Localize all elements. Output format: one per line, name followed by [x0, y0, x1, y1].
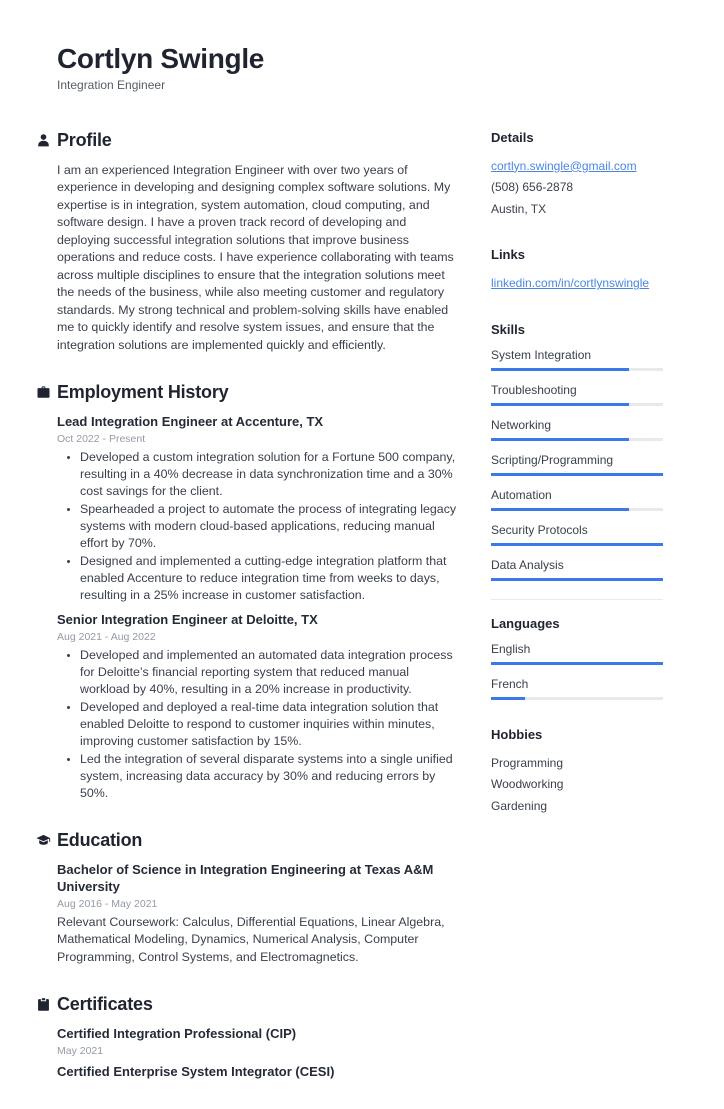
certificate-entry: [57, 1064, 460, 1081]
education-section: [36, 830, 460, 966]
skill-bar: [491, 508, 663, 511]
skill-item: Scripting/Programming: [491, 453, 663, 476]
skill-bar: [491, 473, 663, 476]
skill-bar: [491, 438, 663, 441]
job-bullet: • Spearheaded a project to automate the process of integrating legacy systems with modern cloud-based applications, reducing manual effort by 70%.: [80, 501, 460, 552]
certificate-title: Certified Integration Professional (CIP): [57, 1026, 297, 1042]
profile-section: [36, 130, 460, 355]
language-bar: [491, 662, 663, 665]
language-bar-fill: [491, 662, 663, 665]
section-heading-certificates: Certificates: [57, 994, 153, 1015]
skill-item: Security Protocols: [491, 523, 663, 546]
education-description: Relevant Coursework: Calculus, Differential Equations, Linear Algebra, Mathematical Modeling, Dynamics, Numerical Analysis, Computer Programming, Control Systems, and Electromagnetics.: [57, 914, 445, 964]
job-bullet: • Developed and implemented an automated data integration process for Deloitte’s financial reporting system that reduced manual workload by 40%, resulting in a 20% increase in productivity.: [80, 647, 460, 698]
certificate-title: Certified Enterprise System Integrator (CESI): [57, 1064, 335, 1080]
job-dates: Oct 2022 - Present: [57, 433, 146, 446]
skill-bar-fill: [491, 403, 629, 406]
hobby-item: Woodworking: [491, 777, 564, 792]
language-item: French: [491, 677, 663, 700]
links-section: [491, 247, 663, 295]
profile-section-header: [36, 130, 460, 151]
certificate-dates: May 2021: [57, 1045, 104, 1058]
skills-section: [491, 322, 663, 581]
language-bar-fill: [491, 697, 525, 700]
hobby-item: Programming: [491, 755, 564, 770]
email-link[interactable]: cortlyn.swingle@gmail.com: [491, 158, 637, 173]
hobby-item: Gardening: [491, 798, 548, 813]
job-bullet: • Developed and deployed a real-time data integration solution that enabled Deloitte to respond to customer inquiries within minutes, improving customer satisfaction by 15%.: [80, 699, 460, 750]
certificate-icon: [36, 997, 51, 1012]
resume-columns: [0, 130, 724, 1109]
language-bar: [491, 697, 663, 700]
briefcase-icon: [36, 385, 51, 400]
skill-bar-fill: [491, 438, 629, 441]
hobbies-section: [491, 727, 663, 818]
phone-number: (508) 656-2878: [491, 180, 574, 195]
candidate-name: Cortlyn Swingle: [57, 43, 265, 74]
skill-bar-fill: [491, 578, 663, 581]
skill-item: Troubleshooting: [491, 383, 663, 406]
main-column: [36, 130, 460, 1109]
education-entry: [57, 862, 460, 966]
job-bullet: • Designed and implemented a cutting-edge integration platform that enabled Accenture to reduce integration time from weeks to days, resulting in a 25% increase in customer satisfaction.: [80, 553, 460, 604]
links-heading: Links: [491, 247, 525, 263]
skill-bar-fill: [491, 508, 629, 511]
skill-bar: [491, 578, 663, 581]
candidate-job-title: Integration Engineer: [57, 77, 166, 92]
job-entry: [57, 414, 460, 604]
skill-item: Automation: [491, 488, 663, 511]
languages-heading: Languages: [491, 615, 560, 631]
job-bullet: • Developed a custom integration solution for a Fortune 500 company, resulting in a 40% decrease in data synchronization time and a 30% cost savings for the client.: [80, 449, 460, 500]
linkedin-link[interactable]: linkedin.com/in/cortlynswingle: [491, 276, 650, 291]
certificates-section: [36, 994, 460, 1081]
job-bullet: • Led the integration of several disparate systems into a single unified system, increasing data accuracy by 30% and reducing errors by 50%.: [80, 751, 460, 802]
education-section-header: [36, 830, 460, 851]
skill-bar-fill: [491, 368, 629, 371]
sidebar-column: [491, 130, 663, 1109]
details-heading: Details: [491, 129, 534, 145]
skill-item: System Integration: [491, 348, 663, 371]
skill-item: Networking: [491, 418, 663, 441]
skill-bar: [491, 403, 663, 406]
job-title-line: Lead Integration Engineer at Accenture, TX: [57, 414, 324, 430]
skill-bar: [491, 368, 663, 371]
location: Austin, TX: [491, 201, 547, 216]
profile-text: I am an experienced Integration Engineer with over two years of experience in developing and designing complex software solutions. My expertise is in integration, system automation, cloud computing, and software design. I have a proven track record of developing and deploying successful integration solutions that improve business operations and reduce costs. I have experience collaborating with teams across multiple disciplines to ensure that the integration solutions meet the needs of the business, while also meeting customer and regulatory standards. My strong technical and problem-solving skills have enabled me to quickly identify and resolve system issues, and ensure that the integration solutions are implemented quickly and efficiently.: [57, 162, 454, 352]
details-section: [491, 130, 663, 221]
job-bullet-list: [57, 449, 460, 604]
person-icon: [36, 133, 51, 148]
certificates-section-header: [36, 994, 460, 1015]
sidebar-divider: [491, 599, 663, 600]
section-heading-education: Education: [57, 830, 143, 851]
section-heading-profile: Profile: [57, 129, 112, 150]
employment-section-header: [36, 382, 460, 403]
resume-header: [57, 44, 664, 92]
education-dates: Aug 2016 - May 2021: [57, 897, 158, 910]
language-item: English: [491, 642, 663, 665]
skills-heading: Skills: [491, 321, 525, 337]
employment-section: [36, 382, 460, 802]
skill-bar: [491, 543, 663, 546]
section-heading-employment: Employment History: [57, 382, 229, 403]
job-dates: Aug 2021 - Aug 2022: [57, 631, 156, 644]
skill-item: Data Analysis: [491, 558, 663, 581]
hobbies-heading: Hobbies: [491, 726, 543, 742]
languages-section: [491, 616, 663, 700]
skill-bar-fill: [491, 473, 663, 476]
job-bullet-list: [57, 647, 460, 802]
job-entry: [57, 612, 460, 802]
job-title-line: Senior Integration Engineer at Deloitte, TX: [57, 612, 318, 628]
certificate-entry: [57, 1026, 460, 1057]
skill-bar-fill: [491, 543, 663, 546]
graduation-cap-icon: [36, 833, 51, 848]
education-title: Bachelor of Science in Integration Engineering at Texas A&M University: [57, 862, 434, 894]
